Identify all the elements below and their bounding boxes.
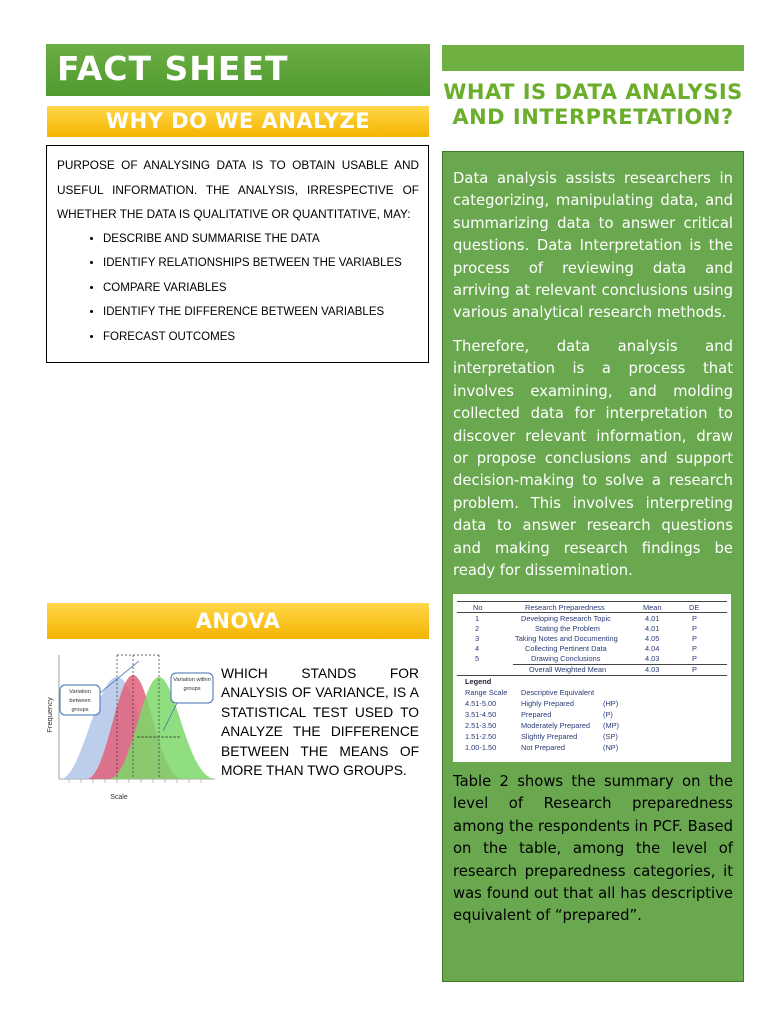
cell: 2 [475,624,480,633]
cell: 4.04 [645,644,660,653]
cell: Overall Weighted Mean [529,665,607,674]
cell: Developing Research Topic [521,614,611,623]
green-info-panel [442,151,744,982]
cell: Stating the Problem [535,624,600,633]
list-item: • IDENTIFY RELATIONSHIPS BETWEEN THE VARIABLES [103,251,419,276]
preparedness-table [453,594,731,762]
anova-heading: ANOVA [47,603,429,639]
cell: 3.51-4.50 [465,710,497,719]
cell: Range Scale [465,688,508,697]
cell: 5 [475,654,480,663]
table-row [453,614,731,624]
table-row [453,634,731,644]
cell: 1.51-2.50 [465,732,497,741]
cell: Slightly Prepared [521,732,578,741]
col-preparedness: Research Preparedness [525,603,605,612]
cell: Collecting Pertinent Data [525,644,607,653]
cell: 4.05 [645,634,660,643]
cell: Prepared [521,710,552,719]
cell: 4.51-5.00 [465,699,497,708]
cell: (HP) [603,699,619,708]
anova-description: WHICH STANDS FOR ANALYSIS OF VARIANCE, IS A STATISTICAL TEST USED TO ANALYZE THE DIFFERENCE BETWEEN THE MEANS OF MORE THAN TWO GROUPS. [221,666,419,779]
cell: 4.03 [645,654,660,663]
col-no: No [473,603,483,612]
cell: 4.01 [645,614,660,623]
cell: 2.51-3.50 [465,721,497,730]
cell: P [692,624,697,633]
top-green-strip [442,45,744,71]
cell: 1.00-1.50 [465,743,497,752]
legend-title: Legend [465,677,492,686]
cell: Drawing Conclusions [531,654,601,663]
purpose-box [46,145,429,363]
cell: P [692,644,697,653]
legend-row [453,743,731,753]
cell: 4.01 [645,624,660,633]
legend-row [453,699,731,709]
legend-row [453,732,731,742]
cell: P [692,614,697,623]
list-item: • FORECAST OUTCOMES [103,325,419,350]
cell: 4.03 [645,665,660,674]
table-overall-row [453,665,731,675]
right-title: WHAT IS DATA ANALYSIS AND INTERPRETATION? [443,80,743,129]
cell: 1 [475,614,480,623]
cell: 4 [475,644,480,653]
cell: Not Prepared [521,743,565,752]
purpose-intro: PURPOSE OF ANALYSING DATA IS TO OBTAIN USABLE AND USEFUL INFORMATION. THE ANALYSIS, IRRESPECTIVE OF WHETHER THE DATA IS QUALITATIVE OR QUANTITATIVE, MAY: [57,158,419,221]
list-item: • IDENTIFY THE DIFFERENCE BETWEEN VARIABLES [103,300,419,325]
list-item: • COMPARE VARIABLES [103,276,419,301]
paragraph-table-summary: Table 2 shows the summary on the level of Research preparedness among the respondents in PCF. Based on the table, among the level of research preparedness categories, it was found out that all has descriptive equivalent of “prepared”. [453,773,733,925]
callout-within-groups: Variation within groups [173,677,211,692]
paragraph-definition: Data analysis assists researchers in categorizing, manipulating data, and summarizing data to answer critical questions. Data Interpretation is the process of reviewing data and arriving at relevant conclusions using various analytical research methods. [453,170,733,322]
legend-header-row [453,688,731,698]
graph-y-label: Frequency [45,697,54,733]
cell: Descriptive Equivalent [521,688,595,697]
list-item: • DESCRIBE AND SUMMARISE THE DATA [103,227,419,252]
cell: Moderately Prepared [521,721,591,730]
cell: Taking Notes and Documenting [515,634,618,643]
why-analyze-heading: WHY DO WE ANALYZE [47,106,429,137]
legend-title-row [453,677,731,687]
table-row [453,654,731,664]
graph-x-label: Scale [110,794,128,801]
anova-distribution-graph [47,647,217,802]
cell: (SP) [603,732,618,741]
cell: (MP) [603,721,620,730]
fact-sheet-title: FACT SHEET [46,44,430,96]
col-mean: Mean [643,603,662,612]
legend-row [453,710,731,720]
paragraph-process: Therefore, data analysis and interpretation is a process that involves examining, and molding collected data for interpretation to discover relevant information, draw or propose conclusions and support decision-making to solve a research problem. This involves interpreting data to answer research questions and making research findings be ready for dissemination. [453,338,733,580]
cell: P [692,665,697,674]
cell: Highly Prepared [521,699,574,708]
cell: (P) [603,710,613,719]
table-row [453,644,731,654]
cell: P [692,654,697,663]
legend-row [453,721,731,731]
cell: P [692,634,697,643]
cell: (NP) [603,743,619,752]
cell: 3 [475,634,480,643]
callout-between-groups: Variation between groups [69,689,91,713]
col-de: DE [689,603,700,612]
purpose-list [57,227,419,350]
table-row [453,624,731,634]
